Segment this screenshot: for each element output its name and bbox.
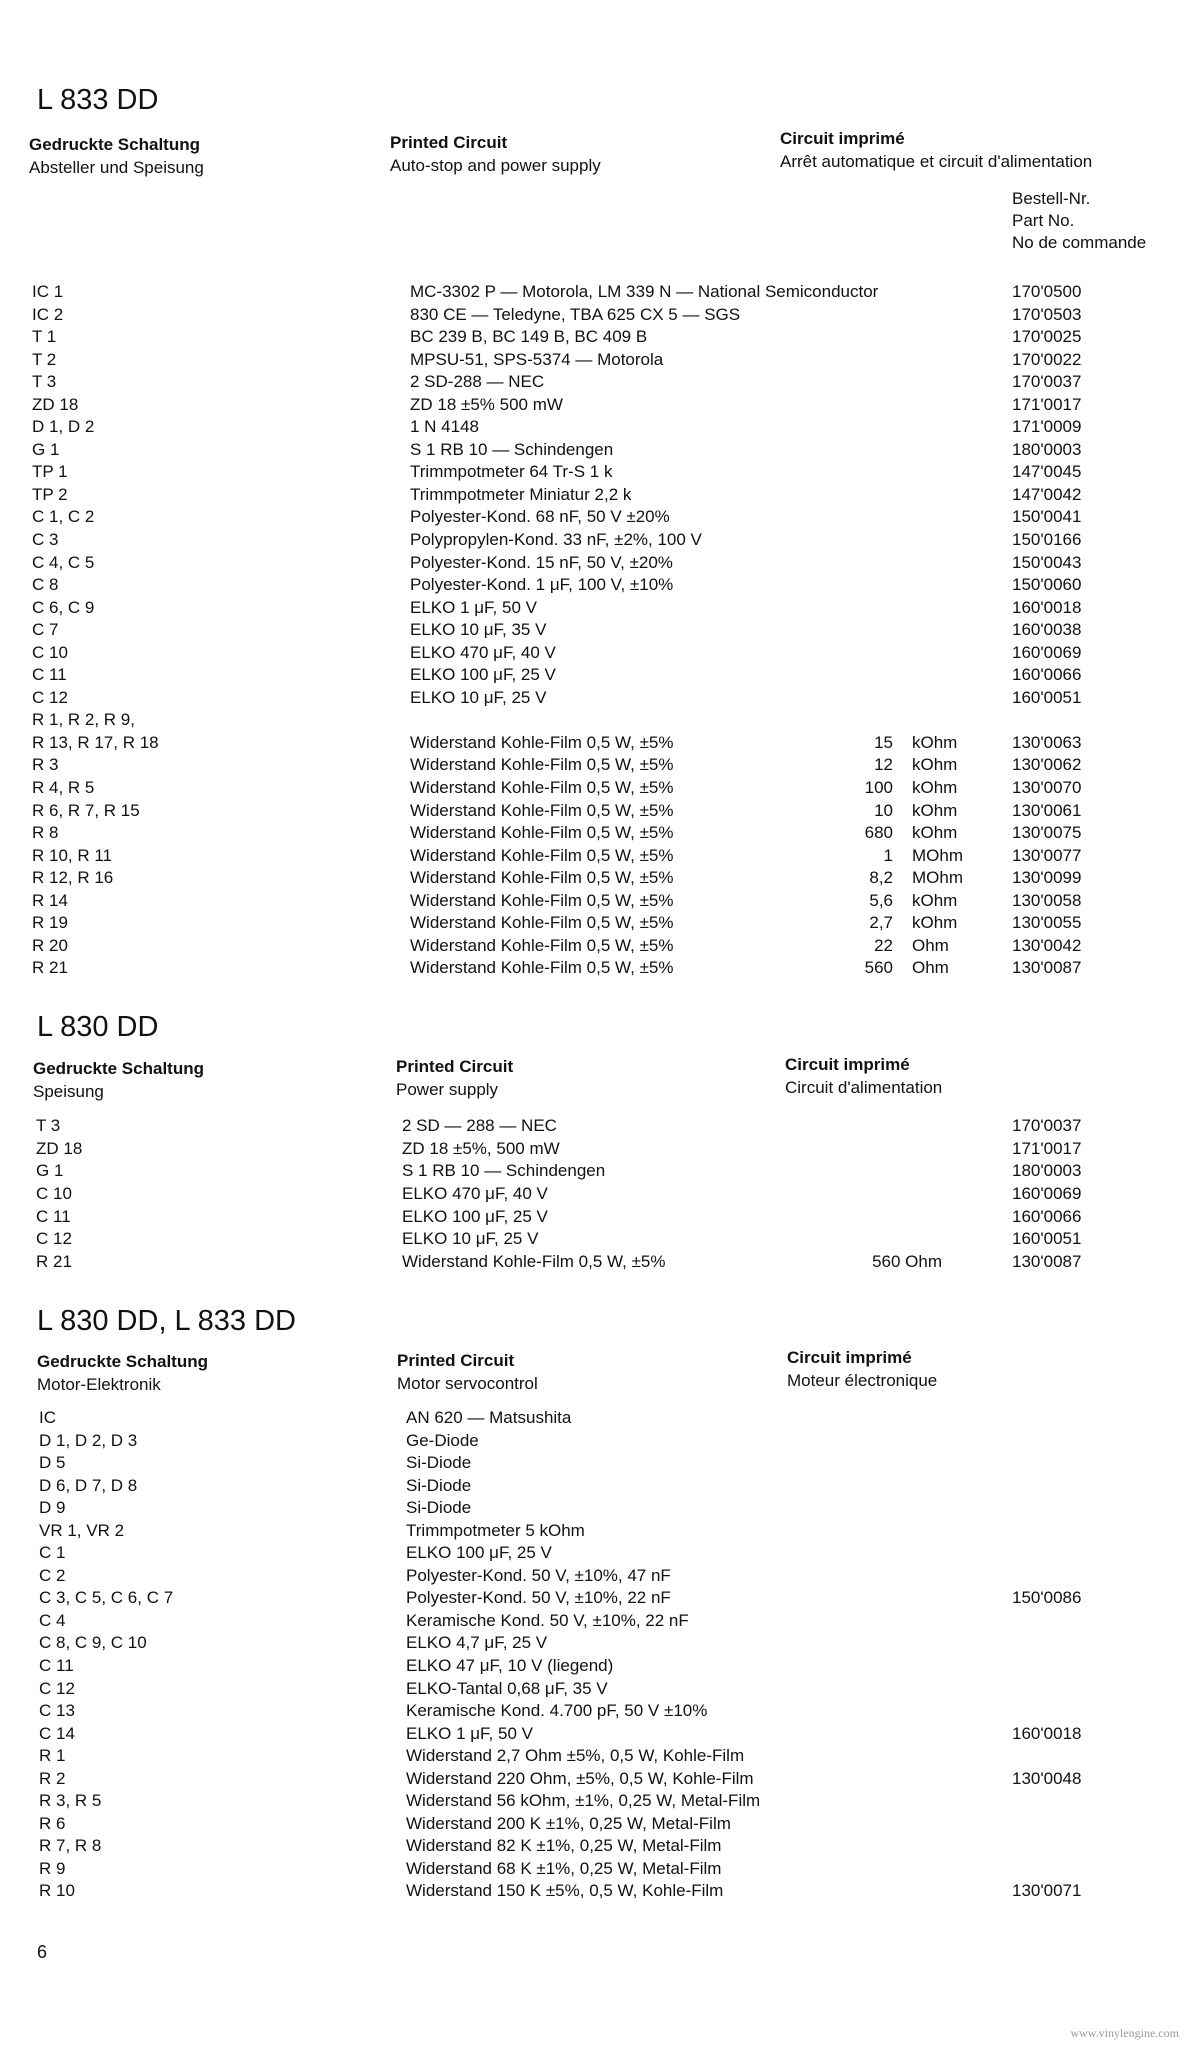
part-number: 171'0009 — [1012, 417, 1082, 437]
table-row — [0, 1453, 1197, 1476]
component-ref: R 14 — [32, 890, 68, 910]
component-description: ELKO 1 μF, 50 V — [410, 597, 537, 617]
component-description: Widerstand 82 K ±1%, 0,25 W, Metal-Film — [406, 1836, 722, 1856]
table-row — [0, 305, 1197, 328]
component-description: AN 620 — Matsushita — [406, 1408, 572, 1427]
part-number: 147'0045 — [1012, 462, 1082, 482]
table-row — [0, 891, 1197, 914]
component-ref: C 12 — [39, 1678, 75, 1698]
component-description: Polyester-Kond. 15 nF, 50 V, ±20% — [410, 552, 673, 572]
component-ref: TP 2 — [32, 484, 68, 504]
component-value: 8,2 — [869, 868, 893, 888]
table-row — [0, 1746, 1197, 1769]
part-number: 171'0017 — [1012, 1138, 1082, 1158]
table-row — [0, 598, 1197, 621]
component-unit: MOhm — [912, 868, 963, 888]
part-number: 160'0066 — [1012, 1206, 1082, 1226]
component-ref: C 12 — [32, 687, 68, 707]
component-ref: C 4, C 5 — [32, 552, 95, 572]
table-row — [0, 1116, 1197, 1139]
component-ref: R 1 — [39, 1746, 66, 1766]
header-sublabel: Moteur électronique — [787, 1371, 938, 1390]
component-value: 15 — [874, 732, 893, 752]
part-number: 130'0063 — [1012, 732, 1082, 752]
table-row — [0, 395, 1197, 418]
table-row — [0, 1252, 1197, 1275]
component-ref: C 2 — [39, 1565, 66, 1585]
component-ref: C 7 — [32, 620, 59, 640]
component-ref: C 10 — [36, 1184, 72, 1204]
component-description: Widerstand Kohle-Film 0,5 W, ±5% — [410, 890, 674, 910]
table-row — [0, 1836, 1197, 1859]
header-french — [785, 1053, 942, 1099]
table-row — [0, 801, 1197, 824]
part-number: 180'0003 — [1012, 1161, 1082, 1181]
part-number: 130'0087 — [1012, 1252, 1082, 1272]
table-row — [0, 688, 1197, 711]
component-ref: T 2 — [32, 349, 57, 369]
component-ref: C 4 — [39, 1610, 66, 1630]
component-description: Widerstand 2,7 Ohm ±5%, 0,5 W, Kohle-Film — [406, 1746, 745, 1766]
component-ref: R 12, R 16 — [32, 868, 114, 888]
component-ref: T 3 — [36, 1116, 61, 1135]
part-number: 171'0017 — [1012, 394, 1082, 414]
table-row — [0, 1184, 1197, 1207]
header-german — [29, 133, 204, 179]
component-description: Widerstand Kohle-Film 0,5 W, ±5% — [410, 823, 674, 843]
component-description: Polypropylen-Kond. 33 nF, ±2%, 100 V — [410, 530, 702, 550]
table-row — [0, 372, 1197, 395]
component-description: BC 239 B, BC 149 B, BC 409 B — [410, 327, 648, 347]
component-ref: R 3, R 5 — [39, 1791, 102, 1811]
component-description: Widerstand Kohle-Film 0,5 W, ±5% — [410, 935, 674, 955]
component-description: ELKO 47 μF, 10 V (liegend) — [406, 1656, 614, 1676]
component-ref: IC 1 — [32, 282, 64, 301]
component-value: 5,6 — [869, 890, 893, 910]
table-row — [0, 823, 1197, 846]
part-number: 130'0071 — [1012, 1881, 1082, 1901]
component-ref: C 11 — [39, 1656, 74, 1676]
component-value: 10 — [874, 800, 893, 820]
component-description: ELKO 470 μF, 40 V — [410, 642, 556, 662]
component-ref: R 13, R 17, R 18 — [32, 732, 159, 752]
component-unit: kOhm — [912, 755, 958, 775]
component-ref: R 21 — [36, 1252, 72, 1272]
header-label: Circuit imprimé — [780, 129, 905, 148]
part-number: 170'0025 — [1012, 327, 1082, 347]
component-ref: IC — [39, 1408, 56, 1427]
part-number: 160'0066 — [1012, 665, 1082, 685]
table-row — [0, 1543, 1197, 1566]
component-ref: C 11 — [32, 665, 67, 685]
component-description: ZD 18 ±5% 500 mW — [410, 394, 563, 414]
component-description: ELKO 10 μF, 35 V — [410, 620, 547, 640]
part-number: 150'0043 — [1012, 552, 1082, 572]
table-row — [0, 1476, 1197, 1499]
component-ref: G 1 — [36, 1161, 64, 1181]
component-ref: C 3 — [32, 530, 59, 550]
table-row — [0, 936, 1197, 959]
component-description: Widerstand 150 K ±5%, 0,5 W, Kohle-Film — [406, 1881, 724, 1901]
component-ref: C 8 — [32, 575, 59, 595]
header-sublabel: Circuit d'alimentation — [785, 1078, 943, 1097]
component-value: 12 — [874, 755, 893, 775]
component-description: 2 SD-288 — NEC — [410, 372, 545, 392]
table-row — [0, 778, 1197, 801]
table-row — [0, 1701, 1197, 1724]
table-row — [0, 1859, 1197, 1882]
table-row — [0, 530, 1197, 553]
part-number: 160'0069 — [1012, 1184, 1082, 1204]
header-sublabel: Power supply — [396, 1080, 499, 1099]
component-ref: R 2 — [39, 1768, 66, 1788]
component-ref: IC 2 — [32, 304, 64, 324]
table-row — [0, 1139, 1197, 1162]
part-number: 170'0037 — [1012, 372, 1082, 392]
header-french — [787, 1346, 937, 1392]
watermark: www.vinylengine.com — [1070, 2026, 1179, 2040]
component-ref: R 8 — [32, 823, 59, 843]
component-ref: VR 1, VR 2 — [39, 1520, 125, 1540]
table-row — [0, 417, 1197, 440]
part-number: 130'0058 — [1012, 890, 1082, 910]
part-number-label-en: Part No. — [1012, 211, 1075, 230]
component-description: ELKO 100 μF, 25 V — [406, 1543, 552, 1563]
component-description: Polyester-Kond. 50 V, ±10%, 47 nF — [406, 1565, 671, 1585]
table-row — [0, 755, 1197, 778]
component-description: ELKO 10 μF, 25 V — [402, 1229, 539, 1249]
table-row — [0, 350, 1197, 373]
table-row — [0, 1408, 1197, 1431]
header-label: Gedruckte Schaltung — [37, 1352, 208, 1371]
component-description: 2 SD — 288 — NEC — [402, 1116, 557, 1135]
component-description: 1 N 4148 — [410, 417, 479, 437]
part-number: 160'0051 — [1012, 1229, 1082, 1249]
component-unit: Ohm — [912, 935, 949, 955]
table-row — [0, 553, 1197, 576]
table-row — [0, 958, 1197, 981]
component-value: 680 — [864, 823, 893, 843]
table-row — [0, 327, 1197, 350]
component-ref: R 9 — [39, 1858, 66, 1878]
part-number: 130'0061 — [1012, 800, 1082, 820]
header-german — [33, 1057, 204, 1103]
component-description: Trimmpotmeter Miniatur 2,2 k — [410, 484, 632, 504]
component-description: Widerstand 220 Ohm, ±5%, 0,5 W, Kohle-Film — [406, 1768, 754, 1788]
parts-list — [0, 1408, 1197, 1904]
component-unit: Ohm — [912, 958, 949, 978]
component-ref: ZD 18 — [32, 394, 79, 414]
component-value: 560 Ohm — [872, 1252, 942, 1272]
component-value: 100 — [864, 778, 893, 798]
table-row — [0, 620, 1197, 643]
table-row — [0, 485, 1197, 508]
part-number: 130'0055 — [1012, 913, 1082, 933]
header-english — [397, 1349, 538, 1395]
part-number: 160'0038 — [1012, 620, 1082, 640]
component-description: Widerstand Kohle-Film 0,5 W, ±5% — [410, 755, 674, 775]
component-description: Widerstand Kohle-Film 0,5 W, ±5% — [410, 845, 674, 865]
component-description: Polyester-Kond. 50 V, ±10%, 22 nF — [406, 1588, 671, 1608]
component-description: Widerstand 68 K ±1%, 0,25 W, Metal-Film — [406, 1858, 722, 1878]
component-unit: kOhm — [912, 890, 958, 910]
header-label: Gedruckte Schaltung — [33, 1059, 204, 1078]
component-description: Widerstand 200 K ±1%, 0,25 W, Metal-Film — [406, 1813, 731, 1833]
component-description: Si-Diode — [406, 1498, 472, 1518]
header-sublabel: Arrêt automatique et circuit d'alimentation — [780, 152, 1093, 171]
header-label: Printed Circuit — [390, 133, 508, 152]
part-number: 160'0069 — [1012, 642, 1082, 662]
component-ref: D 1, D 2, D 3 — [39, 1430, 138, 1450]
part-number: 130'0070 — [1012, 778, 1082, 798]
component-description: Polyester-Kond. 1 μF, 100 V, ±10% — [410, 575, 674, 595]
component-unit: MOhm — [912, 845, 963, 865]
component-ref: D 9 — [39, 1498, 66, 1518]
component-ref: R 6, R 7, R 15 — [32, 800, 140, 820]
table-row — [0, 1588, 1197, 1611]
table-row — [0, 1633, 1197, 1656]
component-description: ZD 18 ±5%, 500 mW — [402, 1138, 560, 1158]
part-number: 150'0166 — [1012, 530, 1082, 550]
component-ref: C 10 — [32, 642, 68, 662]
table-row — [0, 643, 1197, 666]
section-title: L 830 DD, L 833 DD — [37, 1305, 296, 1337]
component-ref: C 1 — [39, 1543, 66, 1563]
header-label: Printed Circuit — [397, 1351, 515, 1370]
header-label: Gedruckte Schaltung — [29, 135, 200, 154]
component-description: Widerstand Kohle-Film 0,5 W, ±5% — [402, 1252, 666, 1272]
component-ref: T 3 — [32, 372, 57, 392]
table-row — [0, 282, 1197, 305]
parts-list — [0, 1116, 1197, 1275]
component-description: S 1 RB 10 — Schindengen — [410, 439, 614, 459]
component-description: Widerstand Kohle-Film 0,5 W, ±5% — [410, 778, 674, 798]
table-row — [0, 1791, 1197, 1814]
table-row — [0, 1679, 1197, 1702]
component-value: 22 — [874, 935, 893, 955]
component-ref: C 8, C 9, C 10 — [39, 1633, 147, 1653]
component-description: Widerstand Kohle-Film 0,5 W, ±5% — [410, 868, 674, 888]
part-number: 180'0003 — [1012, 439, 1082, 459]
section-title: L 833 DD — [37, 84, 159, 116]
component-ref: G 1 — [32, 439, 60, 459]
table-row — [0, 1724, 1197, 1747]
part-number: 160'0018 — [1012, 1723, 1082, 1743]
table-row — [0, 1656, 1197, 1679]
table-row — [0, 1229, 1197, 1252]
component-description: S 1 RB 10 — Schindengen — [402, 1161, 606, 1181]
part-number: 147'0042 — [1012, 484, 1082, 504]
component-value: 560 — [864, 958, 893, 978]
component-description: Widerstand Kohle-Film 0,5 W, ±5% — [410, 913, 674, 933]
table-row — [0, 575, 1197, 598]
part-number: 170'0022 — [1012, 349, 1082, 369]
header-sublabel: Speisung — [33, 1082, 104, 1101]
component-ref: C 1, C 2 — [32, 507, 95, 527]
component-ref: R 10 — [39, 1881, 75, 1901]
table-row — [0, 462, 1197, 485]
section-title: L 830 DD — [37, 1011, 159, 1043]
parts-list — [0, 282, 1197, 981]
component-value: 2,7 — [869, 913, 893, 933]
component-description: Widerstand Kohle-Film 0,5 W, ±5% — [410, 958, 674, 978]
table-row — [0, 1521, 1197, 1544]
table-row — [0, 1161, 1197, 1184]
part-number: 170'0037 — [1012, 1116, 1082, 1135]
table-row — [0, 913, 1197, 936]
table-row — [0, 665, 1197, 688]
part-number-label-de: Bestell-Nr. — [1012, 189, 1091, 208]
component-ref: R 19 — [32, 913, 68, 933]
component-ref: TP 1 — [32, 462, 68, 482]
component-description: ELKO 470 μF, 40 V — [402, 1184, 548, 1204]
component-ref: C 6, C 9 — [32, 597, 95, 617]
component-description: ELKO 4,7 μF, 25 V — [406, 1633, 548, 1653]
part-number: 150'0086 — [1012, 1588, 1082, 1608]
header-label: Circuit imprimé — [787, 1348, 912, 1367]
table-row — [0, 733, 1197, 756]
table-row — [0, 1881, 1197, 1904]
part-number: 130'0087 — [1012, 958, 1082, 978]
component-description: Widerstand Kohle-Film 0,5 W, ±5% — [410, 732, 674, 752]
part-number: 160'0018 — [1012, 597, 1082, 617]
component-description: Si-Diode — [406, 1475, 472, 1495]
component-ref: R 20 — [32, 935, 68, 955]
table-row — [0, 1814, 1197, 1837]
part-number: 130'0075 — [1012, 823, 1082, 843]
table-row — [0, 1566, 1197, 1589]
component-description: MC-3302 P — Motorola, LM 339 N — National Semiconductor — [410, 282, 879, 301]
component-ref: R 6 — [39, 1813, 66, 1833]
header-sublabel: Motor servocontrol — [397, 1374, 538, 1393]
component-ref: C 14 — [39, 1723, 75, 1743]
header-english — [390, 131, 601, 177]
table-row — [0, 1498, 1197, 1521]
header-english — [396, 1055, 513, 1101]
component-ref: ZD 18 — [36, 1138, 83, 1158]
part-number: 170'0500 — [1012, 282, 1082, 301]
part-number: 130'0099 — [1012, 868, 1082, 888]
part-number-header — [1012, 188, 1146, 254]
component-ref: R 4, R 5 — [32, 778, 95, 798]
table-row — [0, 1611, 1197, 1634]
header-sublabel: Motor-Elektronik — [37, 1375, 161, 1394]
component-description: 830 CE — Teledyne, TBA 625 CX 5 — SGS — [410, 304, 741, 324]
component-description: ELKO 10 μF, 25 V — [410, 687, 547, 707]
component-unit: kOhm — [912, 913, 958, 933]
part-number: 130'0042 — [1012, 935, 1082, 955]
component-ref: C 11 — [36, 1206, 71, 1226]
component-description: Keramische Kond. 4.700 pF, 50 V ±10% — [406, 1701, 708, 1721]
component-ref: D 1, D 2 — [32, 417, 95, 437]
component-description: ELKO 100 μF, 25 V — [410, 665, 556, 685]
table-row — [0, 507, 1197, 530]
header-french — [780, 127, 1092, 173]
component-description: MPSU-51, SPS-5374 — Motorola — [410, 349, 664, 369]
table-row — [0, 1431, 1197, 1454]
table-row — [0, 1769, 1197, 1792]
table-row — [0, 440, 1197, 463]
part-number: 130'0077 — [1012, 845, 1082, 865]
header-sublabel: Absteller und Speisung — [29, 158, 204, 177]
table-row — [0, 710, 1197, 733]
part-number-label-fr: No de commande — [1012, 233, 1147, 252]
component-ref: R 1, R 2, R 9, — [32, 710, 135, 730]
component-value: 1 — [883, 845, 893, 865]
component-ref: R 21 — [32, 958, 68, 978]
component-description: Ge-Diode — [406, 1430, 479, 1450]
component-ref: R 3 — [32, 755, 59, 775]
component-unit: kOhm — [912, 823, 958, 843]
component-ref: C 3, C 5, C 6, C 7 — [39, 1588, 174, 1608]
part-number: 130'0062 — [1012, 755, 1082, 775]
part-number: 150'0041 — [1012, 507, 1082, 527]
header-label: Printed Circuit — [396, 1057, 514, 1076]
part-number: 130'0048 — [1012, 1768, 1082, 1788]
table-row — [0, 868, 1197, 891]
page-number: 6 — [37, 1942, 48, 1962]
table-row — [0, 1207, 1197, 1230]
component-ref: C 13 — [39, 1701, 75, 1721]
component-ref: R 10, R 11 — [32, 845, 113, 865]
header-german — [37, 1350, 208, 1396]
component-description: Trimmpotmeter 5 kOhm — [406, 1520, 585, 1540]
component-ref: C 12 — [36, 1229, 72, 1249]
component-ref: D 6, D 7, D 8 — [39, 1475, 138, 1495]
component-ref: D 5 — [39, 1453, 66, 1473]
component-description: Si-Diode — [406, 1453, 472, 1473]
component-description: ELKO-Tantal 0,68 μF, 35 V — [406, 1678, 608, 1698]
table-row — [0, 846, 1197, 869]
component-description: ELKO 100 μF, 25 V — [402, 1206, 548, 1226]
component-unit: kOhm — [912, 800, 958, 820]
header-sublabel: Auto-stop and power supply — [390, 156, 601, 175]
component-description: Widerstand Kohle-Film 0,5 W, ±5% — [410, 800, 674, 820]
component-description: Polyester-Kond. 68 nF, 50 V ±20% — [410, 507, 670, 527]
component-ref: T 1 — [32, 327, 57, 347]
component-description: Trimmpotmeter 64 Tr-S 1 k — [410, 462, 613, 482]
component-description: Widerstand 56 kOhm, ±1%, 0,25 W, Metal-Film — [406, 1791, 761, 1811]
component-unit: kOhm — [912, 732, 958, 752]
part-number: 150'0060 — [1012, 575, 1082, 595]
component-description: ELKO 1 μF, 50 V — [406, 1723, 533, 1743]
component-unit: kOhm — [912, 778, 958, 798]
header-label: Circuit imprimé — [785, 1055, 910, 1074]
part-number: 160'0051 — [1012, 687, 1082, 707]
part-number: 170'0503 — [1012, 304, 1082, 324]
component-description: Keramische Kond. 50 V, ±10%, 22 nF — [406, 1610, 689, 1630]
component-ref: R 7, R 8 — [39, 1836, 102, 1856]
